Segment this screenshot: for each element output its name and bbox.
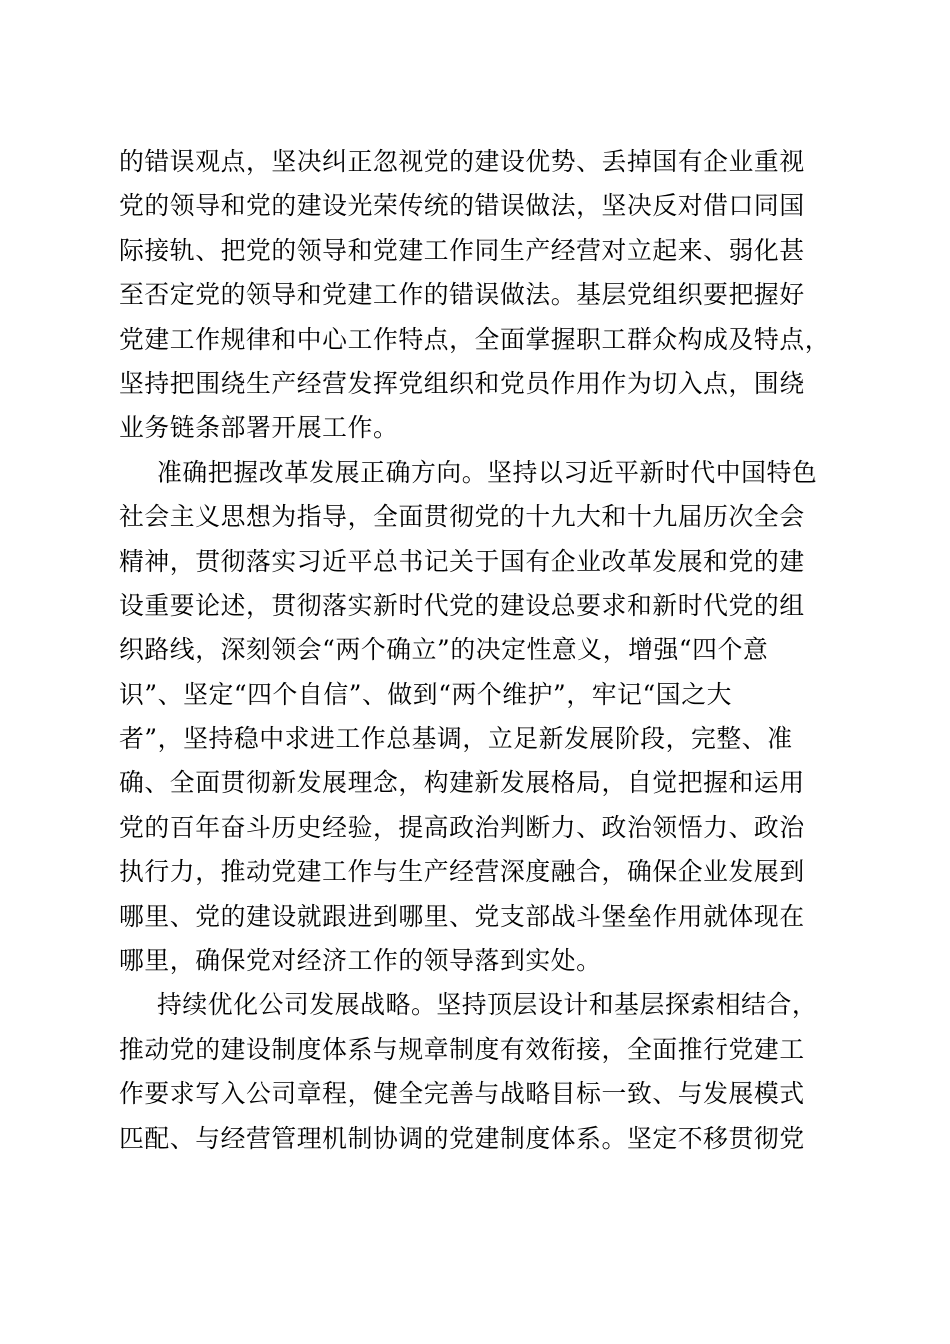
text-line: 党的百年奋斗历史经验，提高政治判断力、政治领悟力、政治 (119, 812, 805, 842)
text-line: 执行力，推动党建工作与生产经营深度融合，确保企业发展到 (119, 857, 805, 887)
paragraph-start-line: 准确把握改革发展正确方向。坚持以习近平新时代中国特色 (157, 457, 818, 487)
text-line: 者”，坚持稳中求进工作总基调，立足新发展阶段，完整、准 (119, 724, 793, 754)
text-line: 织路线，深刻领会“两个确立”的决定性意义，增强“四个意 (119, 635, 769, 665)
text-line: 业务链条部署开展工作。 (119, 413, 399, 443)
text-line: 推动党的建设制度体系与规章制度有效衔接，全面推行党建工 (119, 1034, 805, 1064)
text-line: 匹配、与经营管理机制协调的党建制度体系。坚定不移贯彻党 (119, 1123, 805, 1153)
text-line: 至否定党的领导和党建工作的错误做法。基层党组织要把握好 (119, 280, 805, 310)
text-line: 坚持把围绕生产经营发挥党组织和党员作用作为切入点，围绕 (119, 368, 805, 398)
text-line: 哪里、党的建设就跟进到哪里、党支部战斗堡垒作用就体现在 (119, 901, 805, 931)
text-line: 确、全面贯彻新发展理念，构建新发展格局，自觉把握和运用 (119, 768, 805, 798)
text-line: 作要求写入公司章程，健全完善与战略目标一致、与发展模式 (119, 1079, 805, 1109)
text-line: 的错误观点，坚决纠正忽视党的建设优势、丢掉国有企业重视 (119, 147, 805, 176)
text-line: 识”、坚定“四个自信”、做到“两个维护”，牢记“国之大 (119, 679, 732, 709)
text-line: 际接轨、把党的领导和党建工作同生产经营对立起来、弱化甚 (119, 235, 805, 265)
text-line: 社会主义思想为指导，全面贯彻党的十九大和十九届历次全会 (119, 502, 805, 532)
paragraph-start-line: 持续优化公司发展战略。坚持顶层设计和基层探索相结合， (157, 990, 818, 1020)
text-line: 哪里，确保党对经济工作的领导落到实处。 (119, 946, 602, 976)
text-line: 党的领导和党的建设光荣传统的错误做法，坚决反对借口同国 (119, 191, 805, 221)
body-text (119, 140, 831, 1161)
text-line: 设重要论述，贯彻落实新时代党的建设总要求和新时代党的组 (119, 590, 805, 620)
text-line: 党建工作规律和中心工作特点，全面掌握职工群众构成及特点， (119, 324, 831, 354)
text-line: 精神，贯彻落实习近平总书记关于国有企业改革发展和党的建 (119, 546, 805, 576)
